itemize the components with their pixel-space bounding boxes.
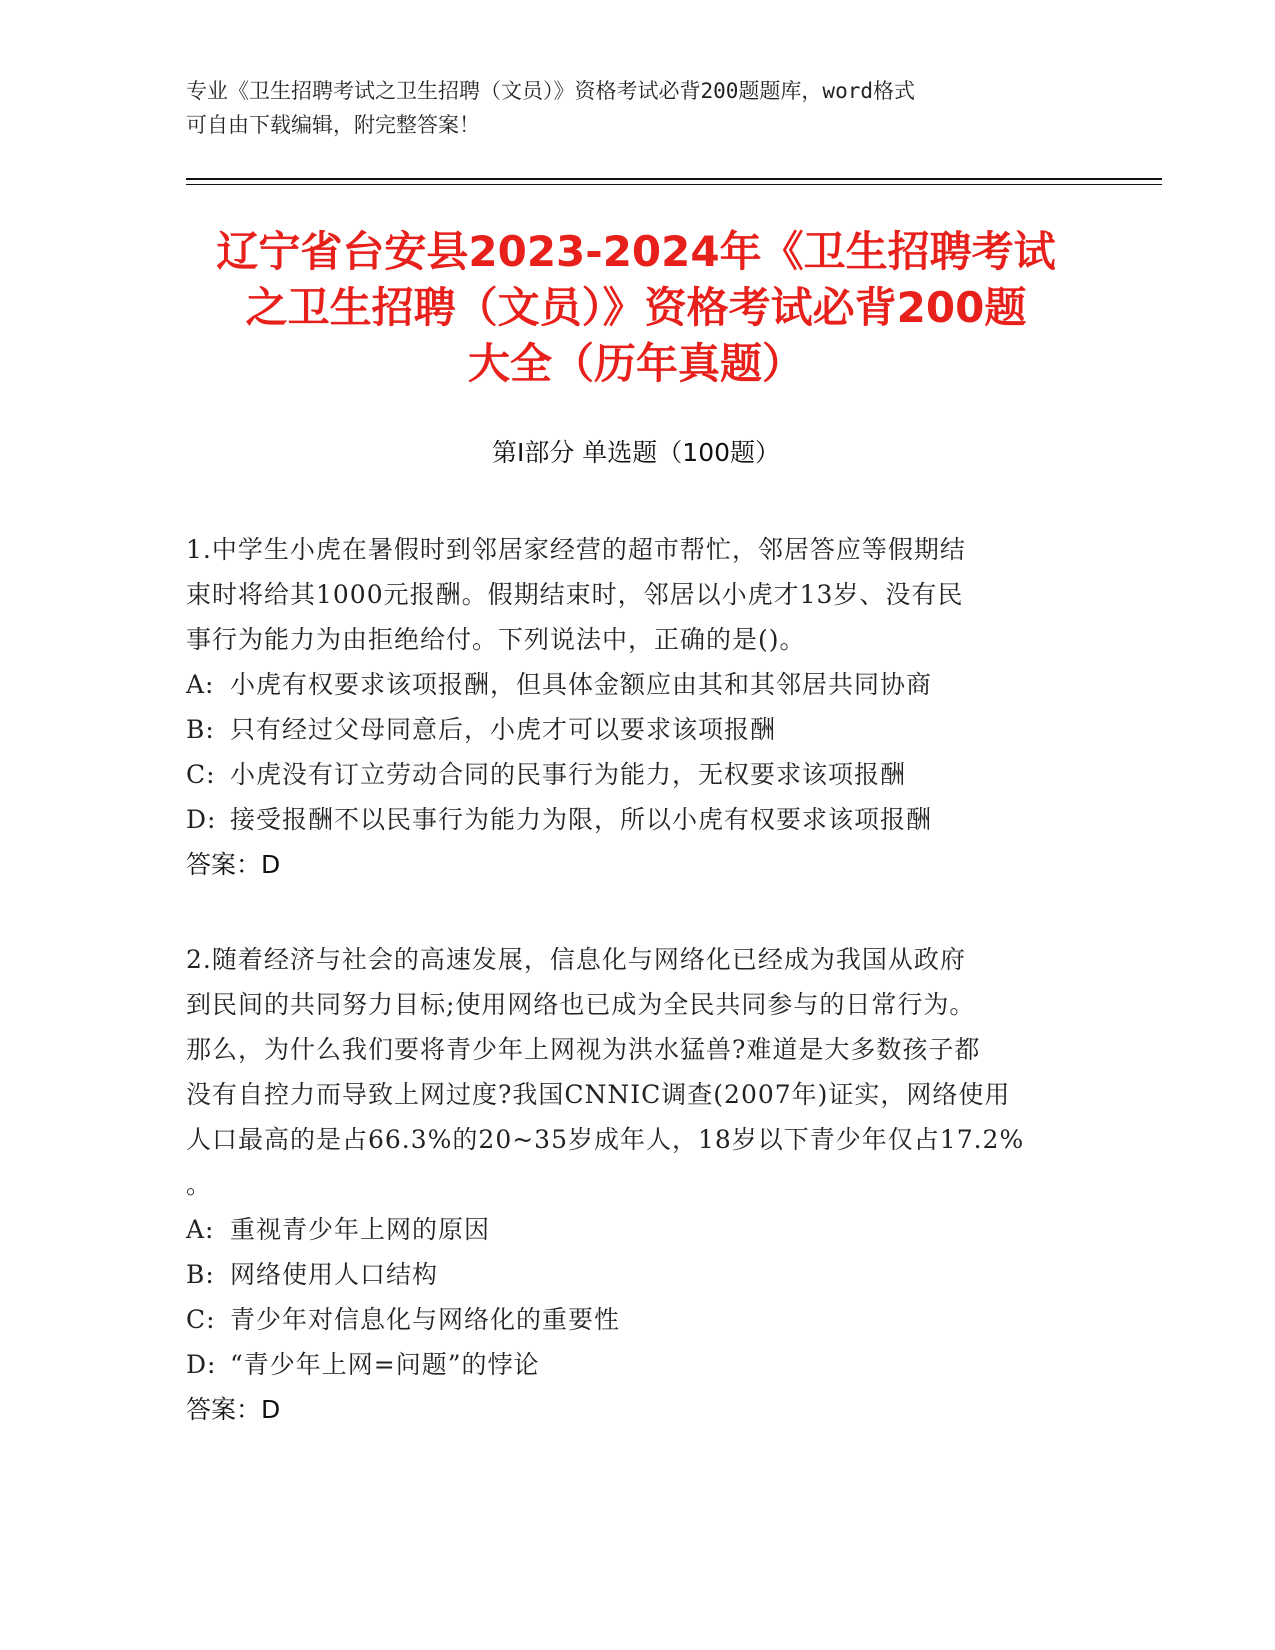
header-note [186, 74, 1086, 142]
option-text: 小虎没有订立劳动合同的民事行为能力，无权要求该项报酬 [230, 760, 907, 789]
question-2-option-d [186, 1342, 1066, 1387]
question-2-stem [186, 937, 1066, 1207]
question-2-stem-line: 没有自控力而导致上网过度?我国CNNIC调查(2007年)证实，网络使用 [186, 1080, 1011, 1109]
question-1-answer: 答案：D [186, 850, 281, 879]
option-letter: C: [186, 1305, 216, 1334]
question-1-stem-line: 事行为能力为由拒绝给付。下列说法中，正确的是()。 [186, 625, 806, 654]
question-2 [186, 937, 1066, 1432]
question-2-answer: 答案：D [186, 1395, 281, 1424]
option-text: 青少年对信息化与网络化的重要性 [230, 1305, 621, 1334]
header-divider-thick [186, 178, 1162, 180]
option-letter: A: [186, 670, 215, 699]
question-1 [186, 527, 1066, 887]
question-2-option-a [186, 1207, 1066, 1252]
title-line-1: 辽宁省台安县2023-2024年《卫生招聘考试 [216, 227, 1056, 276]
question-2-option-c [186, 1297, 1066, 1342]
question-1-option-a [186, 662, 1066, 707]
option-text: 重视青少年上网的原因 [230, 1215, 491, 1244]
question-2-stem-line: 那么，为什么我们要将青少年上网视为洪水猛兽?难道是大多数孩子都 [186, 1035, 981, 1064]
question-2-stem-line: 到民间的共同努力目标;使用网络也已成为全民共同参与的日常行为。 [186, 990, 976, 1019]
title-line-2: 之卫生招聘（文员）》资格考试必背200题 [245, 283, 1027, 332]
option-letter: D: [186, 1350, 217, 1379]
question-2-stem-line: 人口最高的是占66.3%的20~35岁成年人，18岁以下青少年仅占17.2% [186, 1125, 1025, 1154]
option-letter: B: [186, 1260, 215, 1289]
option-letter: B: [186, 715, 215, 744]
option-letter: A: [186, 1215, 215, 1244]
header-note-line-1: 专业《卫生招聘考试之卫生招聘（文员）》资格考试必背200题题库，word格式 [186, 79, 915, 103]
question-1-stem [186, 527, 1066, 662]
question-1-option-c [186, 752, 1066, 797]
header-note-line-2: 可自由下载编辑，附完整答案！ [186, 113, 480, 137]
option-letter: D: [186, 805, 217, 834]
option-text: 只有经过父母同意后，小虎才可以要求该项报酬 [230, 715, 777, 744]
option-text: “青少年上网=问题”的悖论 [230, 1350, 540, 1379]
question-1-option-d [186, 797, 1066, 842]
question-1-stem-line: 1.中学生小虎在暑假时到邻居家经营的超市帮忙，邻居答应等假期结 [186, 535, 966, 564]
question-2-stem-line: 2.随着经济与社会的高速发展，信息化与网络化已经成为我国从政府 [186, 945, 966, 974]
option-letter: C: [186, 760, 216, 789]
title-line-3: 大全（历年真题） [467, 339, 804, 388]
document-title [186, 224, 1086, 392]
question-2-stem-line: 。 [186, 1170, 213, 1199]
question-1-option-b [186, 707, 1066, 752]
option-text: 网络使用人口结构 [230, 1260, 439, 1289]
section-heading: 第I部分 单选题（100题） [491, 438, 781, 467]
question-2-option-b [186, 1252, 1066, 1297]
option-text: 接受报酬不以民事行为能力为限，所以小虎有权要求该项报酬 [230, 805, 933, 834]
option-text: 小虎有权要求该项报酬，但具体金额应由其和其邻居共同协商 [230, 670, 933, 699]
header-divider-thin [186, 184, 1162, 185]
question-1-stem-line: 束时将给其1000元报酬。假期结束时，邻居以小虎才13岁、没有民 [186, 580, 964, 609]
